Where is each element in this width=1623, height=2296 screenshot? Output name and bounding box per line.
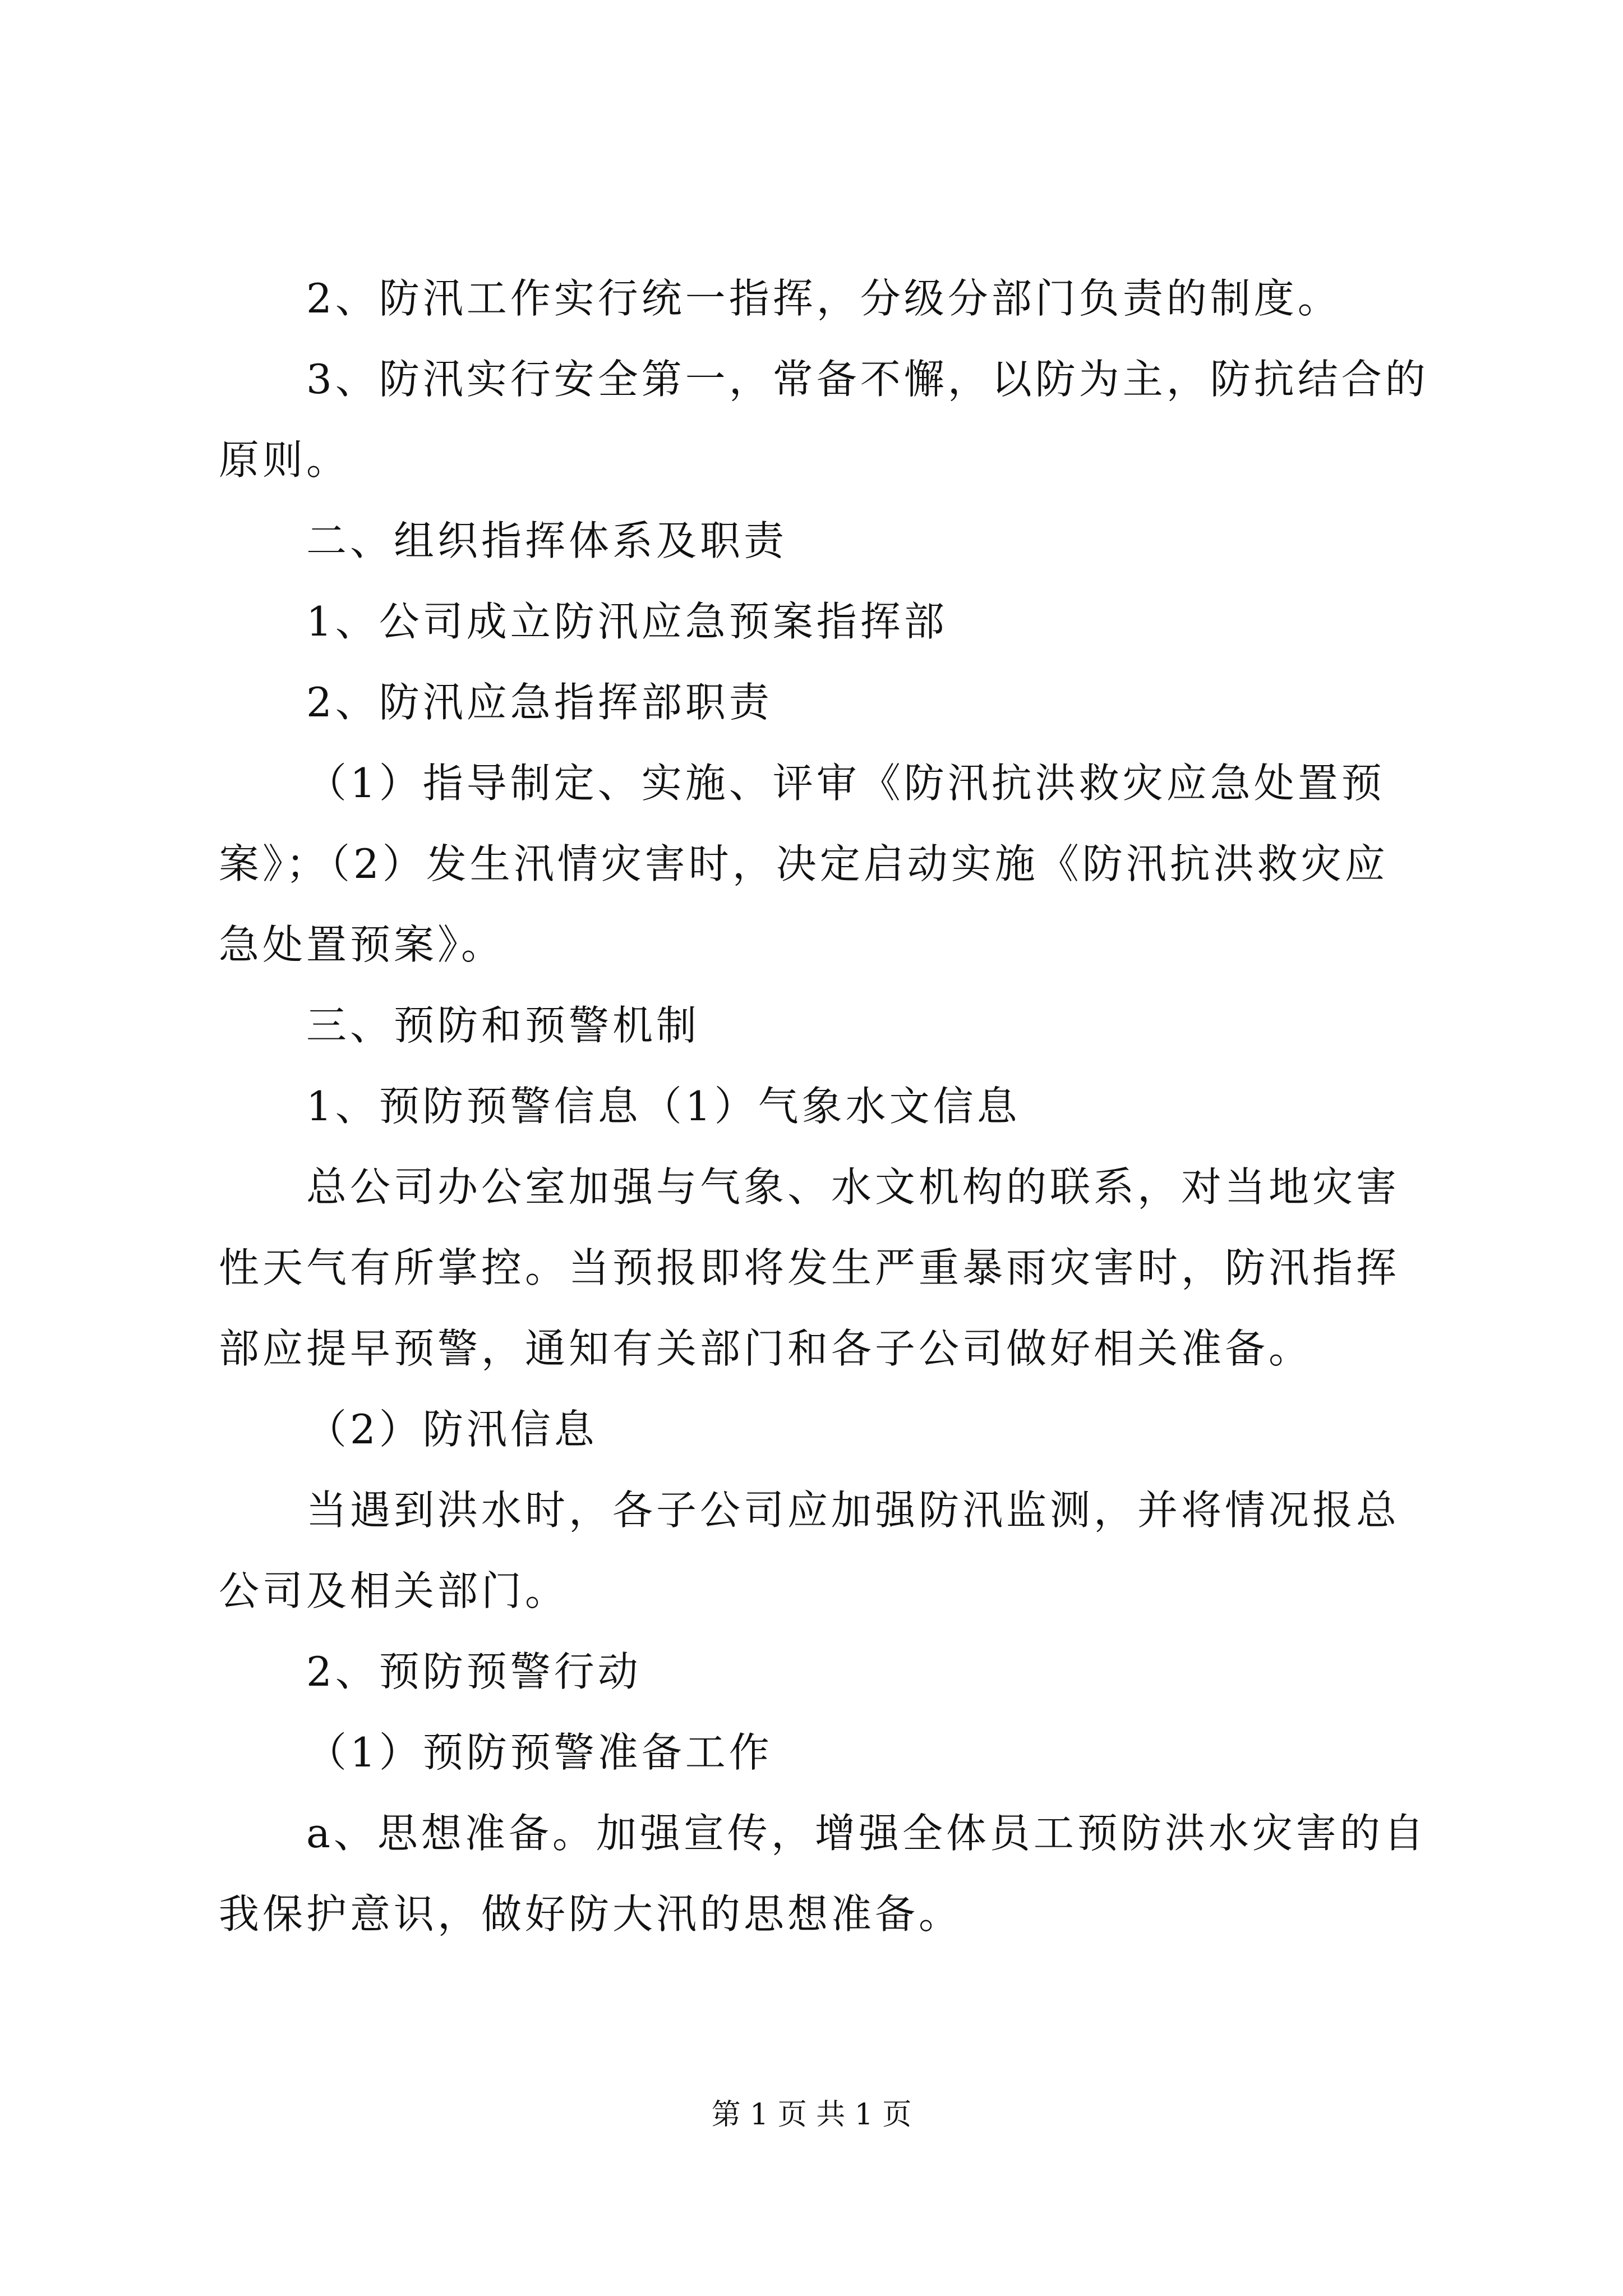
page-footer: 第 1 页 共 1 页 [711, 2098, 912, 2132]
section-heading: 二、组织指挥体系及职责 [306, 517, 788, 564]
paragraph: 总公司办公室加强与气象、水文机构的联系，对当地灾害性天气有所掌控。当预报即将发生严重暴雨灾害时，防汛指挥部应提早预警，通知有关部门和各子公司做好相关准备。 [219, 1163, 1400, 1372]
paragraph: （1）预防预警准备工作 [306, 1729, 773, 1776]
paragraph: a、思想准备。加强宣传，增强全体员工预防洪水灾害的自我保护意识，做好防大汛的思想准备。 [219, 1810, 1427, 1938]
paragraph: 当遇到洪水时，各子公司应加强防汛监测，并将情况报总公司及相关部门。 [219, 1487, 1400, 1614]
paragraph: （2）防汛信息 [306, 1406, 598, 1453]
paragraph: 2、预防预警行动 [306, 1648, 642, 1695]
paragraph: （1）指导制定、实施、评审《防汛抗洪救灾应急处置预案》；（2）发生汛情灾害时，决定启动实施《防汛抗洪救灾应急处置预案》。 [219, 760, 1389, 968]
paragraph: 1、预防预警信息（1）气象水文信息 [306, 1083, 1021, 1130]
section-heading: 三、预防和预警机制 [306, 1002, 700, 1049]
paragraph: 3、防汛实行安全第一，常备不懈，以防为主，防抗结合的原则。 [219, 356, 1429, 484]
paragraph: 1、公司成立防汛应急预案指挥部 [306, 598, 948, 645]
paragraph: 2、防汛应急指挥部职责 [306, 679, 773, 726]
paragraph: 2、防汛工作实行统一指挥，分级分部门负责的制度。 [306, 275, 1341, 322]
document-body [219, 258, 1430, 1954]
